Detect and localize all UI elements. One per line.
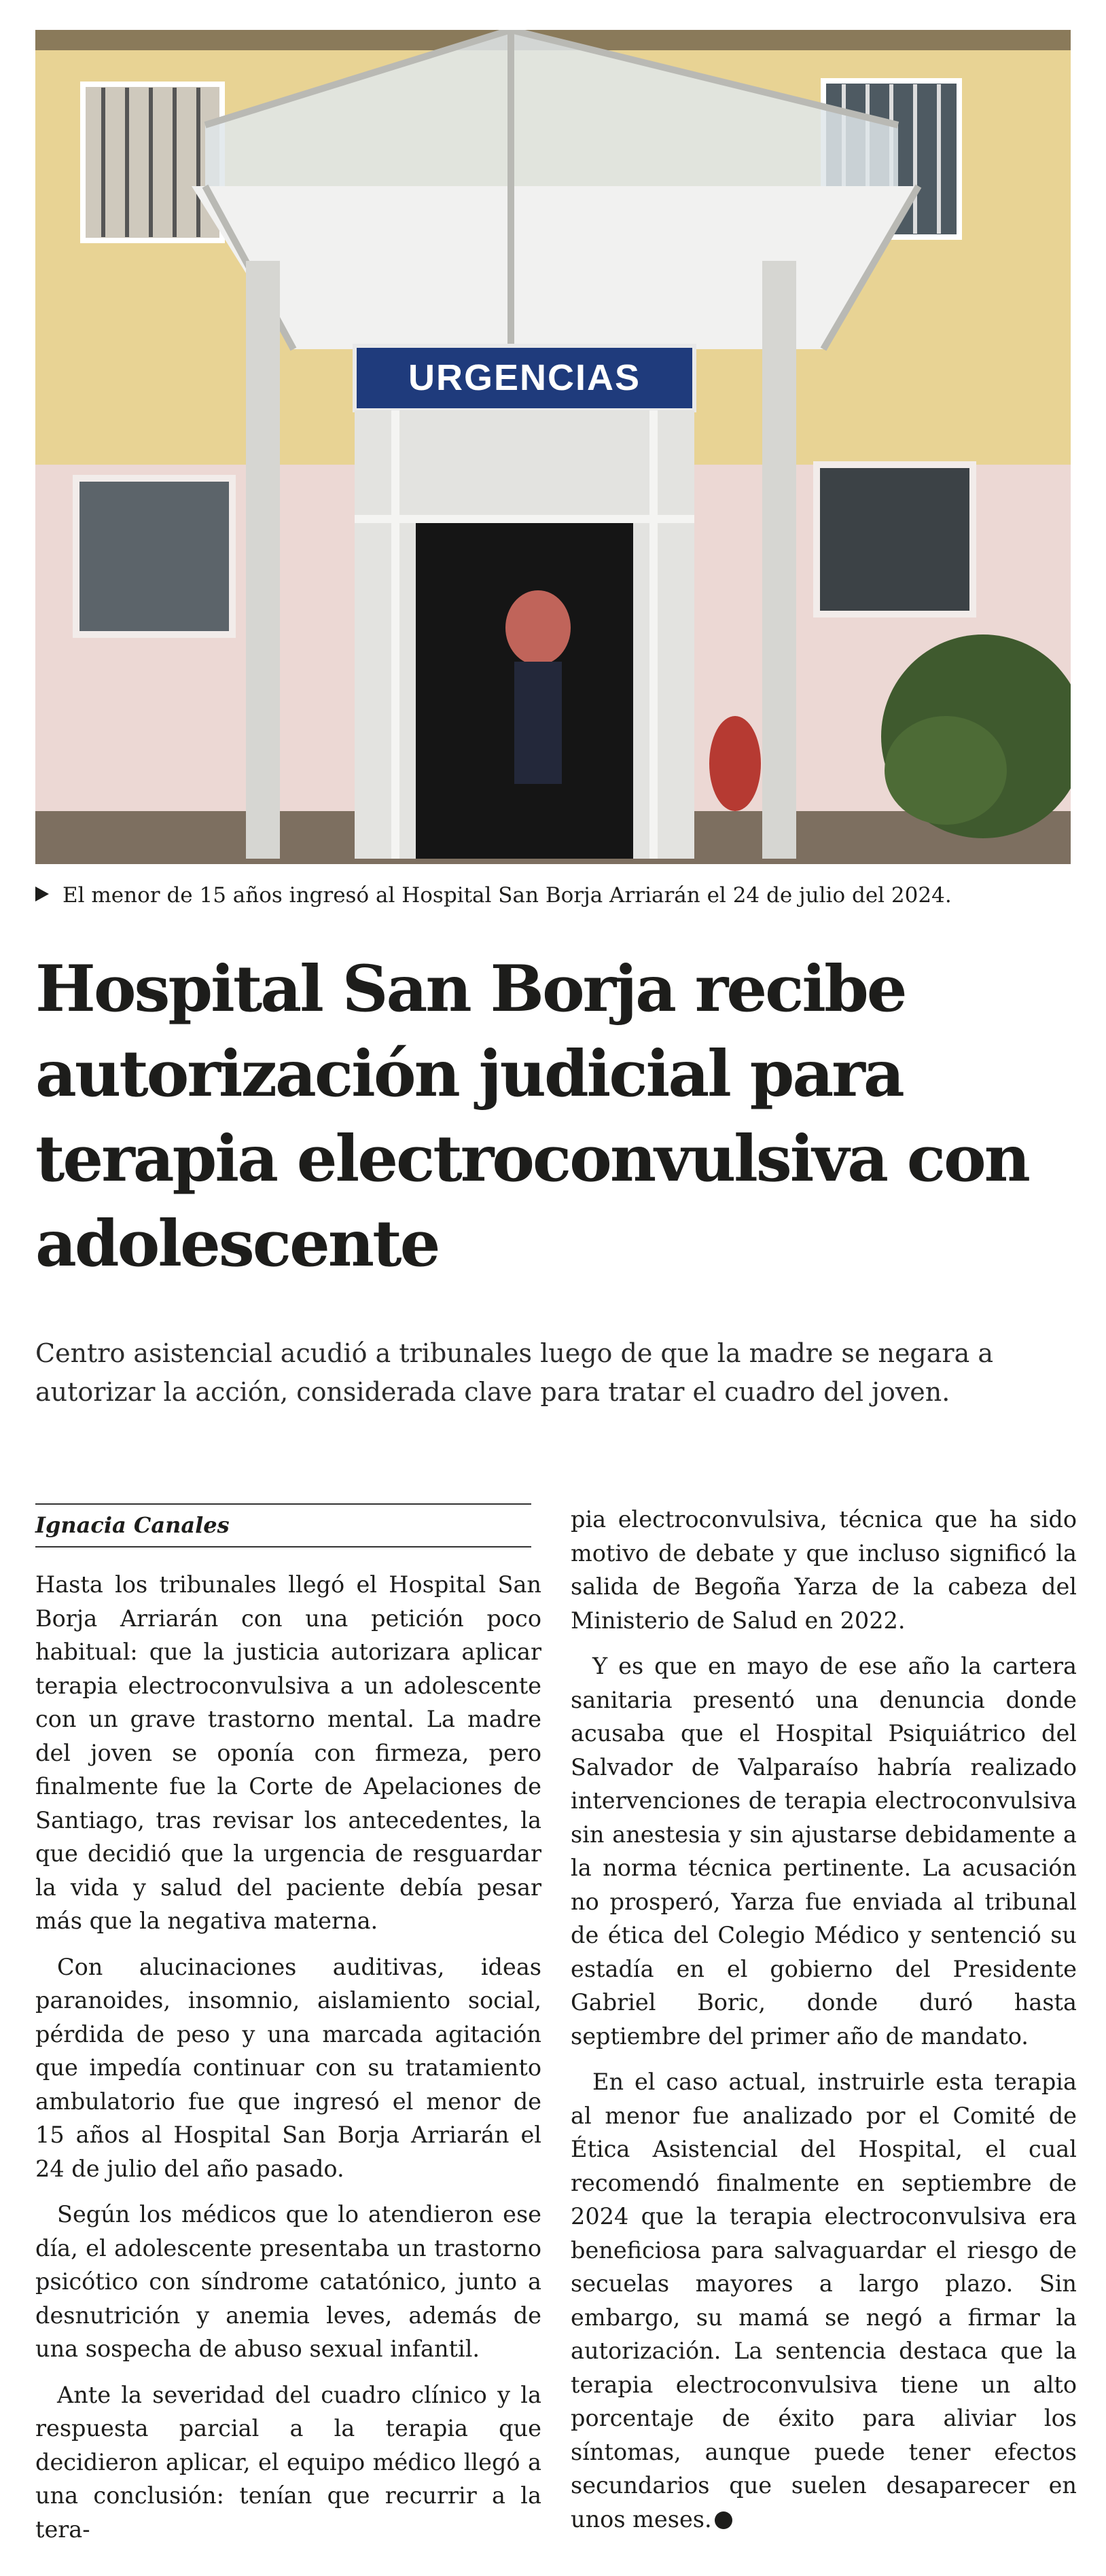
article-photo — [35, 30, 1071, 864]
body-paragraph: Ante la severidad del cuadro clínico y la respuesta parcial a la terapia que decidieron aplicar, el equipo médico llegó a una conclusión: tenían que recurrir a la tera- — [35, 2381, 541, 2543]
body-paragraph: Según los médicos que lo atendieron ese día, el adolescente presentaba un trastorno psicótico con síndrome catatónico, junto a desnutrición y anemia leves, además de una sospecha de abuso sexual infantil. — [35, 2201, 541, 2362]
body-column-left — [35, 1568, 541, 2558]
urgencias-sign-text: URGENCIAS — [408, 357, 641, 398]
body-column-right — [571, 1503, 1077, 2548]
caption-text: El menor de 15 años ingresó al Hospital San Borja Arriarán el 24 de julio del 2024. — [63, 883, 952, 908]
body-paragraph-text: En el caso actual, instruirle esta terapia al menor fue analizado por el Comité de Ética Asistencial del Hospital, el cual recomendó finalmente en septiembre de 2024 que la terapia electroconvulsiva era beneficiosa para salvaguardar el riesgo de secuelas mayores a largo plazo. Sin embargo, su mamá se negó a firmar la autorización. La sentencia destaca que la terapia electroconvulsiva tiene un alto porcentaje de éxito para aliviar los síntomas, aunque puede tener efectos secundarios que suelen desaparecer en unos meses. — [571, 2069, 1077, 2533]
end-of-article-icon — [715, 2511, 732, 2529]
photo-caption — [35, 880, 1071, 910]
deck-subtitle: Centro asistencial acudió a tribunales luego de que la madre se negara a autorizar la acción, considerada clave para tratar el cuadro del joven. — [35, 1338, 993, 1407]
byline-rule-top — [35, 1503, 531, 1505]
byline: Ignacia Canales — [35, 1512, 230, 1538]
caption-arrow-icon — [35, 887, 49, 901]
headline: Hospital San Borja recibe autorización judicial para terapia electroconvulsiva con adolescente — [35, 952, 1029, 1281]
body-paragraph: Y es que en mayo de ese año la cartera sanitaria presentó una denuncia donde acusaba que el Hospital Psiquiátrico del Salvador de Valparaíso habría realizado intervenciones de terapia electroconvulsiva sin anestesia y sin ajustarse debidamente a la norma técnica pertinente. La acusación no prosperó, Yarza fue enviada al tribunal de ética del Colegio Médico y sentenció su estadía en el gobierno del Presidente Gabriel Boric, donde duró hasta septiembre del primer año de mandato. — [571, 1653, 1077, 2050]
body-paragraph: pia electroconvulsiva, técnica que ha sido motivo de debate y que incluso significó la salida de Begoña Yarza de la cabeza del Ministerio de Salud en 2022. — [571, 1506, 1077, 1634]
hospital-entrance-illustration — [35, 30, 1071, 864]
body-paragraph — [571, 2065, 1077, 2536]
body-paragraph: Con alucinaciones auditivas, ideas paranoides, insomnio, aislamiento social, pérdida de peso y una marcada agitación que impedía continuar con su tratamiento ambulatorio fue que ingresó el menor de 15 años al Hospital San Borja Arriarán el 24 de julio del año pasado. — [35, 1953, 541, 2182]
body-paragraph: Hasta los tribunales llegó el Hospital San Borja Arriarán con una petición poco habitual: que la justicia autorizara aplicar terapia electroconvulsiva a un adolescente con un grave trastorno mental. La madre del joven se oponía con firmeza, pero finalmente fue la Corte de Apelaciones de Santiago, tras revisar los antecedentes, la que decidió que la urgencia de resguardar la vida y salud del paciente debía pesar más que la negativa materna. — [35, 1571, 541, 1934]
byline-rule-bottom — [35, 1546, 531, 1548]
